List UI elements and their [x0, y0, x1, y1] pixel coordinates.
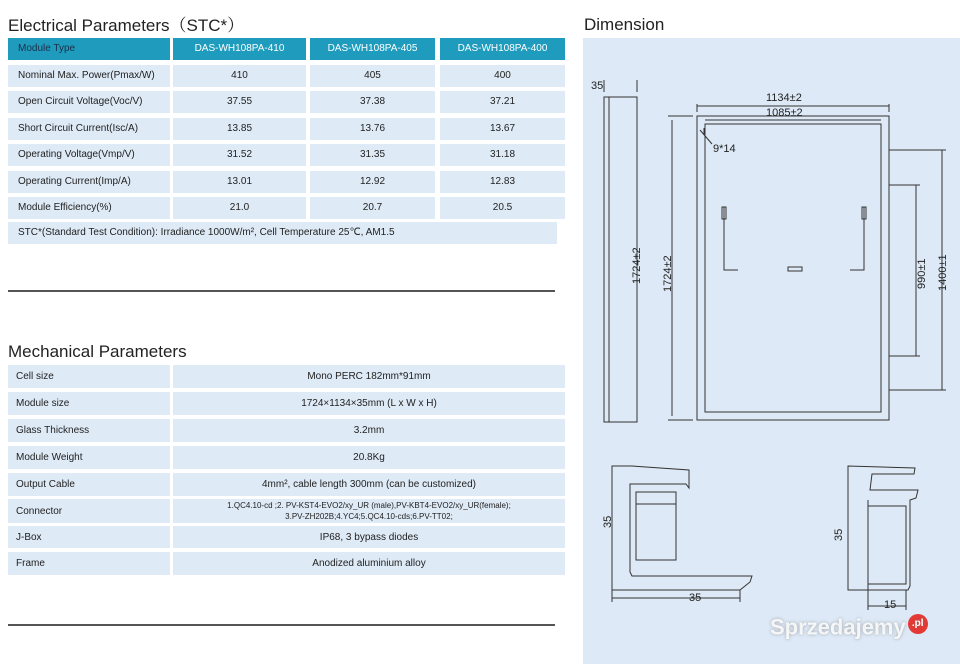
dim-mount-outer: 1400±1 — [937, 254, 949, 291]
cell: 405 — [310, 65, 435, 87]
dim-hole: 9*14 — [713, 143, 736, 155]
cell: 12.83 — [440, 171, 565, 193]
cell: 31.35 — [310, 144, 435, 166]
row-label: Operating Voltage(Vmp/V) — [8, 144, 170, 166]
cell: 13.01 — [173, 171, 306, 193]
row-label: Output Cable — [8, 473, 170, 496]
cell: 37.38 — [310, 91, 435, 113]
row-label: Short Circuit Current(Isc/A) — [8, 118, 170, 140]
mechanical-title: Mechanical Parameters — [8, 342, 187, 361]
connector-line-1: 1.QC4.10-cd ;2. PV-KST4-EVO2/xy_UR (male),PV-KBT4-EVO2/xy_UR(female); — [227, 501, 511, 510]
row-label: Module size — [8, 392, 170, 415]
stc-note: STC*(Standard Test Condition): Irradiance 1000W/m², Cell Temperature 25℃, AM1.5 — [8, 222, 557, 244]
dim-length-front: 1724±2 — [662, 255, 674, 292]
row-label: Module Weight — [8, 446, 170, 469]
header-label: Module Type — [8, 38, 170, 60]
cell: IP68, 3 bypass diodes — [173, 526, 565, 548]
cell: 13.85 — [173, 118, 306, 140]
dim-width-inner: 1085±2 — [766, 107, 803, 119]
dim-mount-inner: 990±1 — [916, 258, 928, 289]
dim-frame-depth: 35 — [591, 80, 604, 92]
row-label: Module Efficiency(%) — [8, 197, 170, 219]
frame-profile-small — [848, 466, 918, 590]
row-label: Frame — [8, 552, 170, 575]
dim-profile1-height: 35 — [602, 515, 614, 528]
cell: 21.0 — [173, 197, 306, 219]
header-col-2: DAS-WH108PA-405 — [310, 38, 435, 60]
watermark — [770, 614, 928, 640]
connector-line-2: 3.PV-ZH202B;4.YC4;5.QC4.10-cds;6.PV-TT02; — [285, 512, 453, 521]
cell: 400 — [440, 65, 565, 87]
cell: 31.52 — [173, 144, 306, 166]
watermark-badge: .pl — [908, 614, 928, 634]
cell: Anodized aluminium alloy — [173, 552, 565, 575]
module-front-outline — [697, 116, 889, 420]
cell: 12.92 — [310, 171, 435, 193]
cell: 31.18 — [440, 144, 565, 166]
cell: 4mm², cable length 300mm (can be customized) — [173, 473, 565, 496]
cell: 37.55 — [173, 91, 306, 113]
cell: 37.21 — [440, 91, 565, 113]
dim-length-side: 1724±2 — [631, 247, 643, 284]
dim-profile2-height: 35 — [833, 528, 845, 541]
cell: 1724×1134×35mm (L x W x H) — [173, 392, 565, 415]
cell: 20.7 — [310, 197, 435, 219]
watermark-text: Sprzedajemy — [770, 614, 906, 640]
header-col-3: DAS-WH108PA-400 — [440, 38, 565, 60]
row-label: Open Circuit Voltage(Voc/V) — [8, 91, 170, 113]
row-label: J-Box — [8, 526, 170, 548]
cell: 20.8Kg — [173, 446, 565, 469]
row-label: Connector — [8, 499, 170, 523]
dim-profile2-width: 15 — [884, 599, 897, 611]
cell: 410 — [173, 65, 306, 87]
row-label: Cell size — [8, 365, 170, 388]
row-label: Nominal Max. Power(Pmax/W) — [8, 65, 170, 87]
frame-profile-large — [612, 466, 752, 590]
dimension-title: Dimension — [584, 15, 665, 34]
dim-profile1-width: 35 — [689, 592, 702, 604]
cell: 13.67 — [440, 118, 565, 140]
cell: 3.2mm — [173, 419, 565, 442]
dim-width-outer: 1134±2 — [766, 92, 802, 104]
cell: 20.5 — [440, 197, 565, 219]
header-col-1: DAS-WH108PA-410 — [173, 38, 306, 60]
cell: Mono PERC 182mm*91mm — [173, 365, 565, 388]
row-label: Glass Thickness — [8, 419, 170, 442]
electrical-title: Electrical Parameters（STC*） — [8, 16, 245, 35]
cell: 13.76 — [310, 118, 435, 140]
row-label: Operating Current(Imp/A) — [8, 171, 170, 193]
